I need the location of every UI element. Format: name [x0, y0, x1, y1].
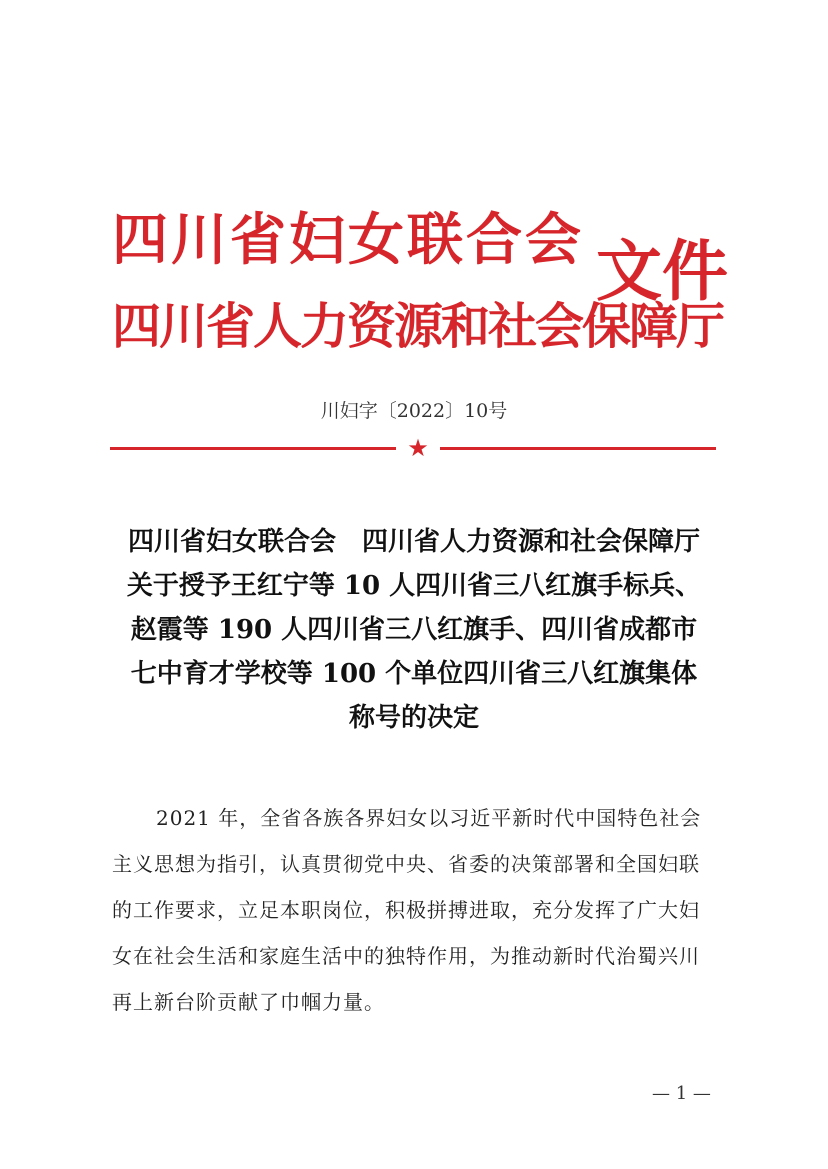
- page-number: — 1 —: [652, 1083, 711, 1104]
- document-word: 文件: [596, 232, 728, 310]
- separator-rule-right: [440, 447, 716, 450]
- title-line: 关于授予王红宁等 10 人四川省三八红旗手标兵、: [126, 571, 702, 601]
- title-line: 四川省妇女联合会 四川省人力资源和社会保障厅: [127, 527, 700, 557]
- document-number: 川妇字〔2022〕10号: [320, 400, 508, 422]
- issuer-line-womens-federation: 四川省妇女联合会: [112, 207, 584, 273]
- separator-rule-left: [110, 447, 396, 450]
- body-line: 主义思想为指引，认真贯彻党中央、省委的决策部署和全国妇联: [112, 852, 700, 876]
- title-line: 称号的决定: [348, 703, 479, 733]
- body-line: 的工作要求，立足本职岗位，积极拼搏进取，充分发挥了广大妇: [112, 898, 700, 922]
- issuer-line-hr-department: 四川省人力资源和社会保障厅: [112, 297, 724, 355]
- title-line: 七中育才学校等 100 个单位四川省三八红旗集体: [130, 659, 698, 689]
- document-title: [90, 520, 738, 740]
- star-icon: ★: [407, 434, 429, 462]
- title-line: 赵霞等 190 人四川省三八红旗手、四川省成都市: [130, 615, 698, 645]
- body-line: 2021 年，全省各族各界妇女以习近平新时代中国特色社会: [156, 806, 702, 830]
- body-line: 再上新台阶贡献了巾帼力量。: [112, 990, 385, 1014]
- body-paragraph: [112, 803, 720, 1033]
- body-line: 女在社会生活和家庭生活中的独特作用，为推动新时代治蜀兴川: [112, 944, 700, 968]
